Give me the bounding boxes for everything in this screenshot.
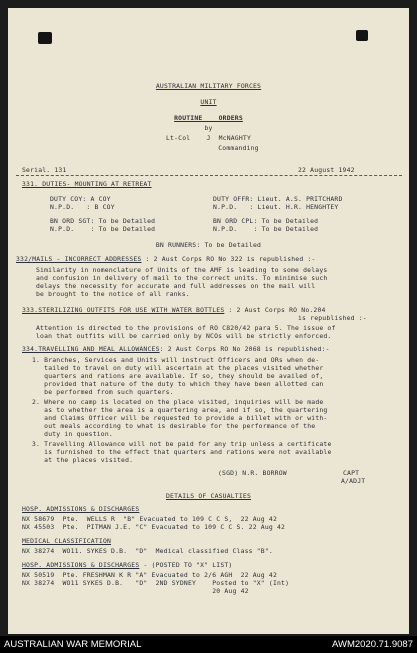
orders-title: ROUTINE ORDERS	[174, 114, 243, 122]
divider	[16, 175, 402, 176]
officer-name: Lt-Col J McNAGHTY	[166, 134, 251, 142]
hosp-posted-title	[22, 561, 232, 569]
section-334-item-line: provided that nature of the duty to which they have been allotted can	[32, 380, 324, 388]
section-333-body-line: loan that outfits will be carried only by NCOs will be strictly enforced.	[36, 332, 332, 340]
bn-ord-cpl: BN ORD CPL: To be Detailed	[213, 217, 319, 225]
npd-cpl: N.P.D. : To be Detailed	[213, 225, 319, 233]
section-333-intro: : 2 Aust Corps RO No.204	[224, 306, 326, 314]
section-334-item-line: at the places visited.	[32, 456, 134, 464]
casualty-row: NX 45503 Pte. PITMAN J.E. "C" Evacuated to 109 C C S. 22 Aug 42	[22, 523, 286, 531]
section-333-republished: is republished :-	[298, 314, 367, 322]
section-334-item-line: 3. Travelling Allowance will not be paid for any trip unless a certificate	[32, 440, 332, 448]
npd-sgt: N.P.D. : To be Detailed	[50, 225, 156, 233]
casualty-row: NX 50519 Pte. FRESHMAN K R "A" Evacuated to 2/6 AGH 22 Aug 42	[22, 571, 277, 579]
section-334-item-line: and Claims Officer will be requested to provide a billet with or with-	[32, 414, 328, 422]
section-331-heading: 331. DUTIES- MOUNTING AT RETREAT	[22, 180, 152, 188]
section-332-body-line: Similarity in nomenclature of Units of the AMF is leading to some delays	[36, 266, 328, 274]
hosp-posted-suffix: - (POSTED TO "X" LIST)	[139, 561, 233, 569]
section-334-item-line: be performed from such quarters.	[32, 388, 174, 396]
document-page	[8, 8, 409, 634]
section-334-item-line: as to whether the area is a quartering area, and if so, the quartering	[32, 406, 328, 414]
section-332-title	[16, 255, 316, 263]
casualty-row: NX 38274 WO11 SYKES D.B. "D" 2ND SYDNEY Posted to "X" (Int)	[22, 579, 290, 587]
order-date: 22 August 1942	[298, 166, 355, 174]
duty-coy: DUTY COY: A COY	[50, 195, 111, 203]
punch-hole	[38, 32, 52, 44]
section-334-item-line: quarters and rations are available. If so, they should be availed of,	[32, 372, 324, 380]
hosp-heading: HOSP. ADMISSIONS & DISCHARGES	[22, 561, 140, 569]
commanding-label: Commanding	[218, 144, 259, 152]
duty-offr: DUTY OFFR: Lieut. A.S. PRITCHARD	[213, 195, 343, 203]
section-334-item-line: tailed to travel on duty will ascertain at the places visited whether	[32, 364, 324, 372]
unit-label: UNIT	[200, 98, 217, 106]
section-332-heading: 332/MAILS - INCORRECT ADDRESSES	[16, 255, 142, 263]
casualties-heading: DETAILS OF CASUALTIES	[166, 492, 251, 500]
signature-rank: CAPT	[343, 469, 360, 477]
section-334-item-line: 2. Where no camp is located on the place visited, inquiries will be made	[32, 398, 324, 406]
section-333-body-line: Attention is directed to the provisions of RO C820/42 para 5. The issue of	[36, 324, 336, 332]
section-333-heading: 333.STERILIZING OUTFITS FOR USE WITH WATER BOTTLES	[22, 306, 225, 314]
section-334-item-line: 1. Branches, Services and Units will instruct Officers and ORs when de-	[32, 356, 320, 364]
casualty-row: NX 58679 Pte. WELLS R "B" Evacuated to 109 C C S, 22 Aug 42	[22, 515, 277, 523]
section-332-body-line: be brought to the notice of all ranks.	[36, 290, 190, 298]
bn-runners: BN RUNNERS: To be Detailed	[155, 241, 262, 249]
section-334-item-line: is furnished to the effect that quarters and rations were not available	[32, 448, 332, 456]
section-334-heading: 334.TRAVELLING AND MEAL ALLOWANCES	[22, 345, 160, 353]
npd-offr: N.P.D. : Lieut. H.R. HENGHTEY	[213, 203, 339, 211]
by-label: by	[204, 124, 213, 132]
bn-ord-sgt: BN ORD SGT: To be Detailed	[50, 217, 156, 225]
section-332-body-line: delays the necessity for accurate and full addresses on the mail will	[36, 282, 316, 290]
section-334-item-line: duty in question.	[32, 430, 113, 438]
casualty-row: 20 Aug 42	[22, 587, 249, 595]
punch-hole	[356, 30, 368, 41]
archive-name: AUSTRALIAN WAR MEMORIAL	[4, 639, 142, 650]
section-334-item-line: out meals according to what is desirable for the performance of the	[32, 422, 316, 430]
casualty-row: NX 38274 WO11. SYKES D.B. "D" Medical classified Class "B".	[22, 547, 273, 555]
document-title: AUSTRALIAN MILITARY FORCES	[155, 82, 262, 90]
section-332-intro: : 2 Aust Corps RO No 322 is republished :-	[141, 255, 316, 263]
archive-footer	[0, 636, 417, 653]
npd-coy: N.P.D. : B COY	[50, 203, 115, 211]
section-333-title	[22, 306, 326, 314]
signature-title: A/ADJT	[341, 477, 366, 485]
serial-number: Serial. 131	[22, 166, 67, 174]
section-334-title	[22, 345, 330, 353]
archive-reference: AWM2020.71.9087	[332, 639, 413, 650]
section-334-intro: : 2 Aust Corps RO No 2068 is republished:-	[159, 345, 330, 353]
medclass-heading: MEDICAL CLASSIFICATION	[22, 537, 112, 545]
hosp-heading: HOSP. ADMISSIONS & DISCHARGES	[22, 505, 140, 513]
signature-name: (SGD) N.R. BORROW	[218, 469, 287, 477]
section-332-body-line: and confusion in delivery of mail to the correct units. To minimise such	[36, 274, 328, 282]
